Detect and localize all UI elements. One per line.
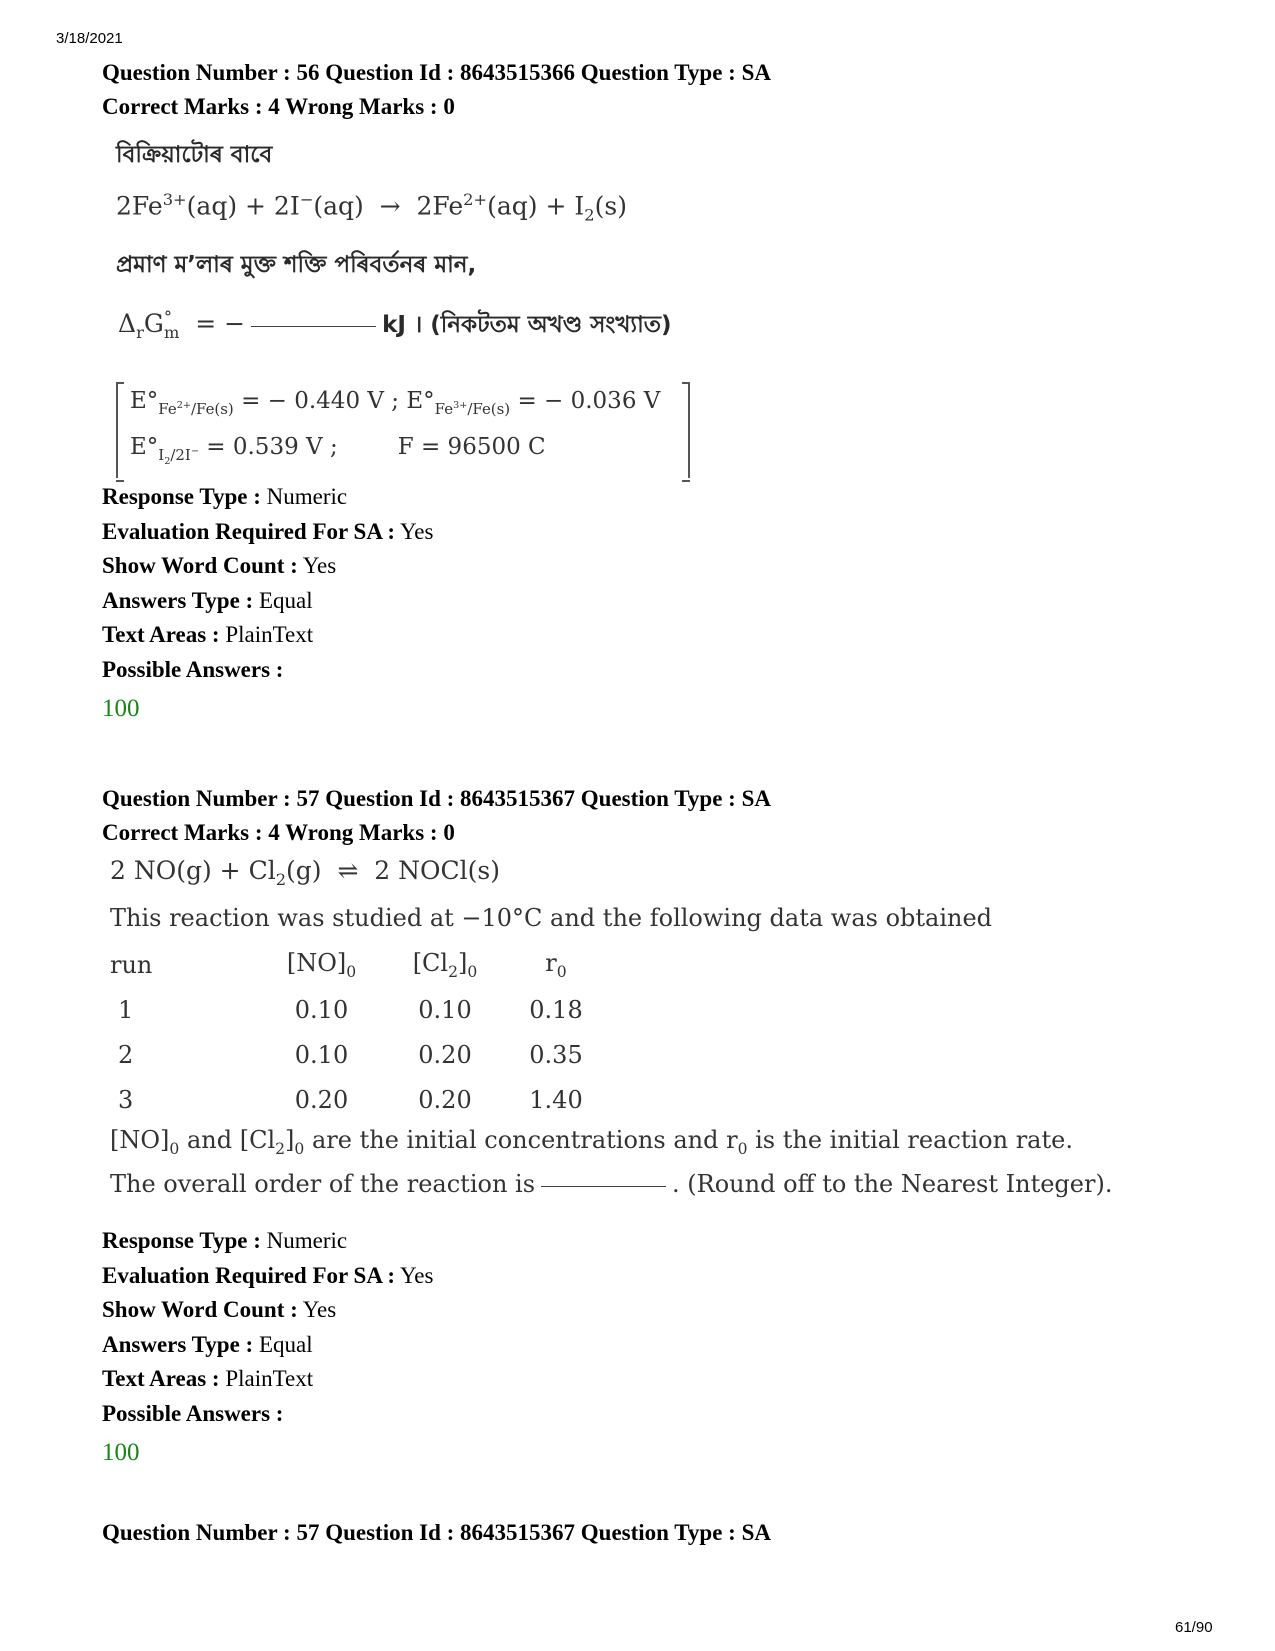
meta-row <box>102 1224 1222 1259</box>
question-header: Question Number : 56 Question Id : 8643515366 Question Type : SA <box>102 60 771 85</box>
answer-blank <box>251 325 376 327</box>
table-row <box>110 1032 611 1077</box>
question-header: Question Number : 57 Question Id : 8643515367 Question Type : SA <box>102 786 771 811</box>
question-56 <box>102 56 1222 727</box>
meta-label: Answers Type : <box>102 1331 254 1357</box>
table-cell: 0.35 <box>529 1040 583 1069</box>
e-fe3-value: = − 0.036 V <box>517 388 661 414</box>
meta-row <box>102 1362 1222 1397</box>
gibbs-energy-blank: $\Delta_rG^\circ_m$ = − kJ । (নিকটতম অখণ্ড সংখ্যাত) <box>118 307 672 342</box>
meta-value: Yes <box>400 1262 434 1288</box>
meta-row <box>102 515 1222 550</box>
question-marks: Correct Marks : 4 Wrong Marks : 0 <box>102 820 455 845</box>
meta-row <box>102 584 1222 619</box>
question-content-image <box>116 124 1222 480</box>
column-header: run <box>110 950 153 979</box>
table-cell: 0.10 <box>294 995 349 1024</box>
table-header-row <box>110 942 611 987</box>
meta-value: Yes <box>400 518 434 544</box>
meta-row <box>102 653 1222 688</box>
column-header: $[Cl_2]_0$ <box>412 948 478 981</box>
electrode-potentials: $E^\circ_{Fe^{2+}/Fe(s)}$ = − 0.440 V ; $E^\circ_{Fe^{3+}/Fe(s)}$ = − 0.036 V $E^\circ_{I_2/2I^-} = 0.539$ V ; F = 96500 C <box>116 382 690 478</box>
question-meta <box>102 1224 1222 1471</box>
table-cell: 1.40 <box>529 1085 583 1114</box>
meta-value: PlainText <box>225 1366 314 1391</box>
meta-label: Evaluation Required For SA : <box>102 1262 396 1288</box>
rate-data-table <box>110 942 611 1122</box>
unit-note: kJ । (নিকটতম অখণ্ড সংখ্যাত) <box>382 312 672 338</box>
meta-label: Response Type : <box>102 484 261 509</box>
meta-label: Evaluation Required For SA : <box>102 518 396 544</box>
print-date: 3/18/2021 <box>56 30 123 47</box>
table-cell: 0.10 <box>294 1040 349 1069</box>
meta-label: Text Areas : <box>102 622 220 647</box>
possible-answer: 100 <box>102 1439 140 1466</box>
meta-row <box>102 1293 1222 1328</box>
possible-answer: 100 <box>102 695 140 722</box>
table-row <box>110 1077 611 1122</box>
concentration-note: are the initial concentrations and <box>311 1126 719 1154</box>
table-cell: 0.20 <box>418 1040 472 1069</box>
question-57-repeat <box>102 1516 1222 1550</box>
question-text-line: বিক্ৰিয়াটোৰ বাবে <box>116 142 273 168</box>
meta-label: Possible Answers : <box>102 656 284 682</box>
meta-row <box>102 480 1222 515</box>
meta-value: PlainText <box>225 622 314 647</box>
page-number: 61/90 <box>1175 1619 1213 1636</box>
meta-value: Yes <box>302 553 337 578</box>
question-57 <box>102 782 1222 1471</box>
question-text-line: $[NO]_0$ and $[Cl_2]_0$ are the initial concentrations and $r_0$ is the initial reaction rate. <box>110 1126 1073 1158</box>
question-content-image <box>110 850 1222 1224</box>
meta-value: Equal <box>258 1331 313 1357</box>
table-cell: 0.18 <box>529 995 583 1024</box>
e-iodine-value: = 0.539 V ; <box>206 434 338 460</box>
meta-label: Answers Type : <box>102 587 254 613</box>
meta-row <box>102 1328 1222 1363</box>
question-header: Question Number : 57 Question Id : 8643515367 Question Type : SA <box>102 1520 771 1545</box>
meta-label: Show Word Count : <box>102 1297 298 1322</box>
question-meta <box>102 480 1222 727</box>
table-cell: 0.20 <box>294 1085 349 1114</box>
e-fe2-value: = − 0.440 V ; <box>241 388 400 414</box>
faraday-constant: F = 96500 C <box>397 434 546 460</box>
order-suffix: . (Round off to the Nearest Integer). <box>672 1170 1113 1198</box>
meta-value: Yes <box>302 1297 337 1322</box>
meta-row <box>102 549 1222 584</box>
meta-value: Equal <box>258 587 313 613</box>
meta-label: Text Areas : <box>102 1366 220 1391</box>
meta-value: Numeric <box>266 1228 348 1253</box>
table-cell: 0.10 <box>418 995 472 1024</box>
rate-note: is the initial reaction rate. <box>755 1126 1073 1154</box>
meta-label: Possible Answers : <box>102 1400 284 1426</box>
table-cell: 2 <box>118 1040 134 1069</box>
meta-row <box>102 618 1222 653</box>
order-prefix: The overall order of the reaction is <box>110 1170 536 1198</box>
question-text-line <box>110 1170 1112 1198</box>
meta-row <box>102 1397 1222 1432</box>
meta-label: Response Type : <box>102 1228 261 1253</box>
table-row <box>110 987 611 1032</box>
reaction-equation: $2Fe^{3+}(aq) + 2I^-(aq) \to 2Fe^{2+}(aq) + I_2(s)$ <box>116 190 627 225</box>
answer-blank <box>541 1185 666 1187</box>
meta-value: Numeric <box>266 484 348 509</box>
reaction-equation: 2 $NO(g) + Cl_2(g)$ ⇌ 2 NOCl(s) <box>110 856 500 889</box>
question-text-line: প্ৰমাণ ম’লাৰ মুক্ত শক্তি পৰিবৰ্তনৰ মান, <box>116 252 477 278</box>
question-marks: Correct Marks : 4 Wrong Marks : 0 <box>102 94 455 119</box>
meta-row <box>102 1259 1222 1294</box>
table-cell: 1 <box>118 995 134 1024</box>
table-cell: 0.20 <box>418 1085 472 1114</box>
column-header: $r_0$ <box>545 948 567 981</box>
meta-label: Show Word Count : <box>102 553 298 578</box>
column-header: $[NO]_0$ <box>286 948 357 981</box>
table-cell: 3 <box>118 1085 134 1114</box>
question-text-line: This reaction was studied at −10°C and the following data was obtained <box>110 904 993 932</box>
